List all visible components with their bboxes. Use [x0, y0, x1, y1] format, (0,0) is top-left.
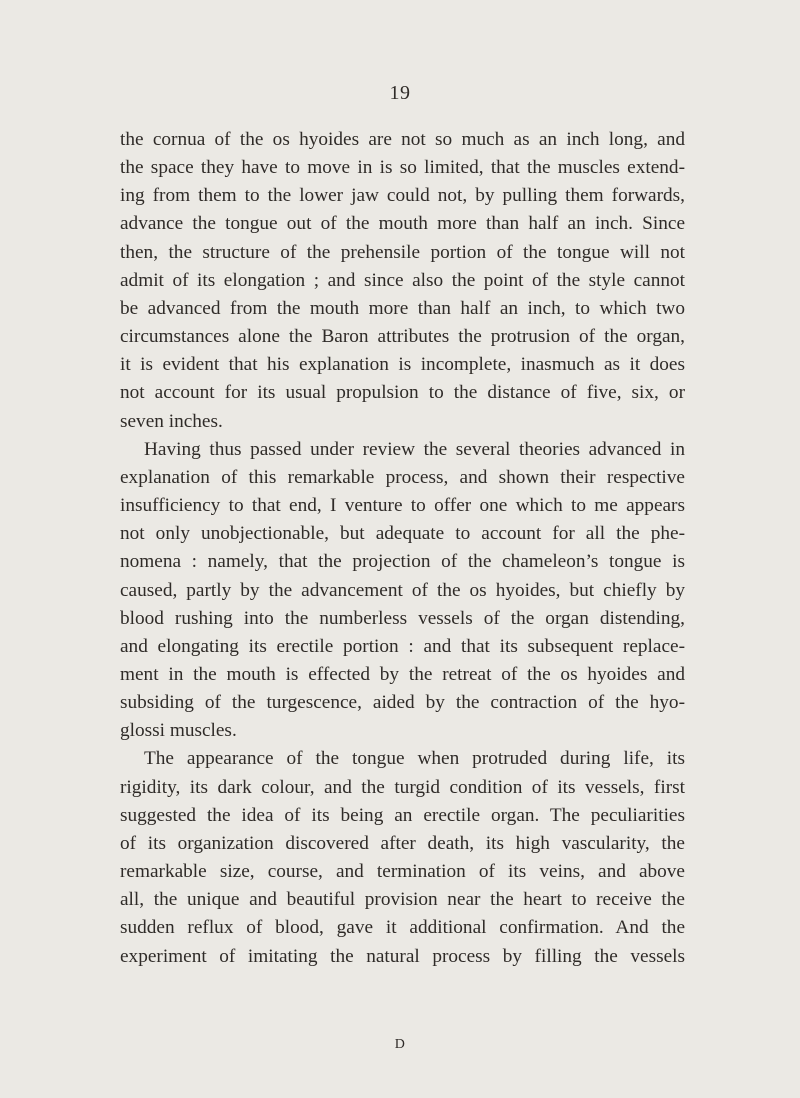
text-line: not only unobjectionable, but adequate to account for all the phe- — [120, 523, 685, 545]
text-line: caused, partly by the advancement of the os hyoides, but chiefly by — [120, 579, 685, 601]
text-line: subsiding of the turgescence, aided by the contraction of the hyo- — [120, 692, 685, 714]
text-line: seven inches. — [120, 410, 223, 432]
text-line: it is evident that his explanation is incomplete, inasmuch as it does — [120, 354, 685, 376]
signature-mark: D — [394, 1037, 406, 1052]
text-line: ment in the mouth is effected by the retreat of the os hyoides and — [120, 663, 685, 685]
text-line: not account for its usual propulsion to the distance of five, six, or — [120, 382, 685, 404]
text-line: the cornua of the os hyoides are not so much as an inch long, and — [120, 129, 685, 150]
paragraph-first-line: The appearance of the tongue when protruded during life, its — [144, 748, 685, 770]
text-line: suggested the idea of its being an erectile organ. The peculiarities — [120, 804, 685, 826]
page-number: 19 — [389, 82, 411, 104]
text-line: sudden reflux of blood, gave it additional confirmation. And the — [120, 917, 685, 939]
text-line: rigidity, its dark colour, and the turgid condition of its vessels, first — [120, 776, 685, 798]
text-line: all, the unique and beautiful provision near the heart to receive the — [120, 889, 685, 911]
text-line: be advanced from the mouth more than half an inch, to which two — [120, 297, 685, 319]
text-line: circumstances alone the Baron attributes the protrusion of the organ, — [120, 326, 685, 348]
text-line: insufficiency to that end, I venture to offer one which to me appears — [120, 495, 685, 517]
text-line: then, the structure of the prehensile portion of the tongue will not — [120, 241, 685, 263]
text-line: experiment of imitating the natural process by filling the vessels — [120, 945, 685, 967]
text-line: glossi muscles. — [120, 720, 237, 742]
text-line: blood rushing into the numberless vessels of the organ distending, — [120, 607, 685, 629]
text-line: ing from them to the lower jaw could not, by pulling them forwards, — [120, 185, 685, 207]
text-line: explanation of this remarkable process, and shown their respective — [120, 466, 685, 488]
text-line: nomena : namely, that the projection of the chameleon’s tongue is — [120, 551, 685, 573]
body-text — [120, 126, 685, 971]
text-line: of its organization discovered after death, its high vascularity, the — [120, 832, 685, 854]
text-line: admit of its elongation ; and since also the point of the style cannot — [120, 269, 685, 291]
text-line: advance the tongue out of the mouth more than half an inch. Since — [120, 213, 685, 235]
text-line: remarkable size, course, and termination of its veins, and above — [120, 861, 685, 883]
text-line: the space they have to move in is so limited, that the muscles extend- — [120, 157, 685, 179]
paragraph-first-line: Having thus passed under review the several theories advanced in — [144, 438, 685, 460]
text-line: and elongating its erectile portion : and that its subsequent replace- — [120, 635, 685, 657]
